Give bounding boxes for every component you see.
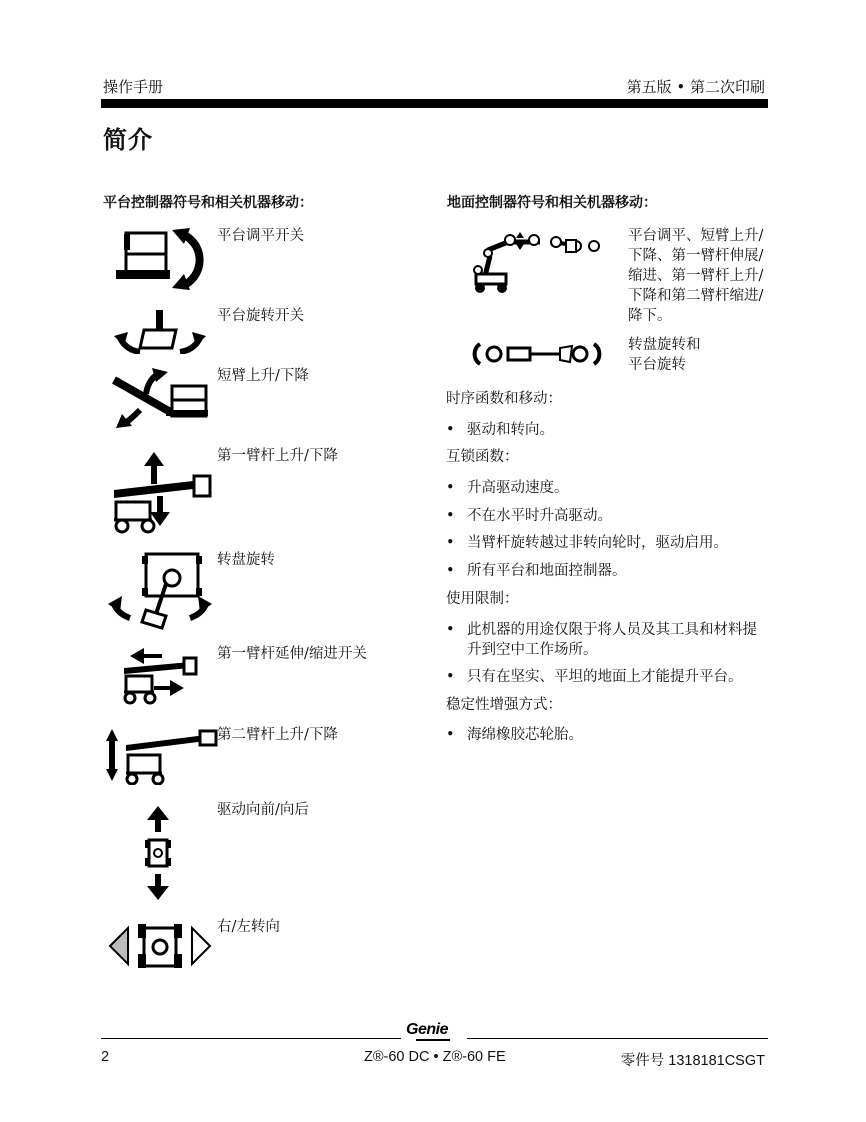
genie-logo: Genie xyxy=(406,1022,462,1044)
page-title: 简介 xyxy=(103,125,153,154)
platform-rotate-icon xyxy=(114,308,206,354)
footer-rule-left xyxy=(101,1038,401,1039)
sequence-functions-heading: 时序函数和移动： xyxy=(446,391,562,407)
list-item: • 只有在坚实、平坦的地面上才能提升平台。 xyxy=(446,667,777,687)
primary-boom-extend-retract-icon xyxy=(120,646,200,706)
header-edition: 第五版 • 第二次印刷 xyxy=(626,78,765,96)
list-item: • 驱动和转向。 xyxy=(446,420,777,440)
list-item: • 此机器的用途仅限于将人员及其工具和材料提升到空中工作场所。 xyxy=(446,620,767,660)
platform-level-icon xyxy=(110,226,206,292)
jib-boom-up-down-label: 短臂上升/下降 xyxy=(217,368,309,384)
primary-boom-up-down-label: 第一臂杆上升/下降 xyxy=(217,448,338,464)
primary-boom-up-down-icon xyxy=(110,450,212,536)
steer-right-left-label: 右/左转向 xyxy=(217,919,280,935)
model-name: Z®-60 DC • Z®-60 FE xyxy=(364,1049,506,1065)
stability-heading: 稳定性增强方式： xyxy=(446,697,562,713)
usage-limits-heading: 使用限制： xyxy=(446,591,519,607)
list-item: • 不在水平时升高驱动。 xyxy=(446,506,777,526)
steer-right-left-icon xyxy=(106,920,214,972)
interlock-functions-heading: 互锁函数： xyxy=(446,449,519,465)
primary-boom-extend-retract-label: 第一臂杆延伸/缩进开关 xyxy=(217,646,367,662)
platform-controls-heading: 平台控制器符号和相关机器移动： xyxy=(103,195,313,211)
header-manual-title: 操作手册 xyxy=(103,78,164,96)
ground-rotate-icon xyxy=(472,340,602,368)
ground-boom-functions-label: 平台调平、短臂上升/ 下降、第一臂杆伸展/ 缩进、第一臂杆上升/ 下降和第二臂杆缩进/ 降下。 xyxy=(628,228,764,324)
secondary-boom-up-down-label: 第二臂杆上升/下降 xyxy=(217,727,338,743)
header-rule xyxy=(101,99,768,108)
drive-forward-reverse-label: 驱动向前/向后 xyxy=(217,802,309,818)
list-item: • 所有平台和地面控制器。 xyxy=(446,561,777,581)
list-item: • 海绵橡胶芯轮胎。 xyxy=(446,725,777,745)
turntable-rotate-label: 转盘旋转 xyxy=(217,552,275,568)
page-number: 2 xyxy=(101,1049,110,1065)
ground-boom-functions-icon xyxy=(470,228,604,294)
part-number: 零件号 1318181CSGT xyxy=(620,1053,765,1069)
secondary-boom-up-down-icon xyxy=(102,727,218,785)
platform-level-label: 平台调平开关 xyxy=(217,228,304,244)
jib-boom-up-down-icon xyxy=(110,368,214,430)
platform-rotate-label: 平台旋转开关 xyxy=(217,308,304,324)
list-item: • 升高驱动速度。 xyxy=(446,478,777,498)
turntable-rotate-icon xyxy=(108,552,212,632)
ground-rotate-label: 转盘旋转和 平台旋转 xyxy=(628,337,701,373)
footer-rule-right xyxy=(467,1038,768,1039)
ground-controls-heading: 地面控制器符号和相关机器移动： xyxy=(447,195,657,211)
list-item: • 当臂杆旋转越过非转向轮时，驱动启用。 xyxy=(446,533,777,553)
drive-forward-reverse-icon xyxy=(143,804,173,902)
